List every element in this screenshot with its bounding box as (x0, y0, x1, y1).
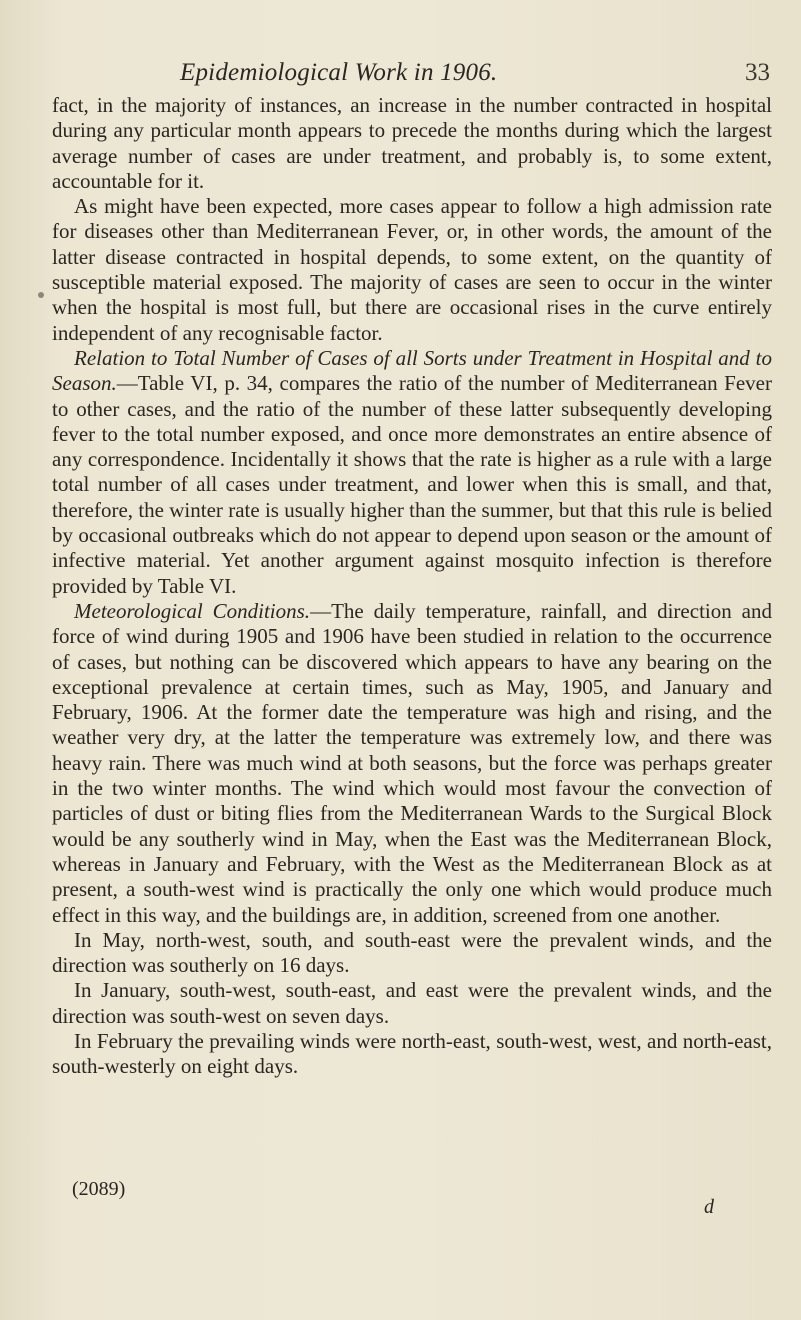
paragraph-may-winds: In May, north-west, south, and south-east were the prevalent winds, and the direction was southerly on 16 days. (52, 927, 772, 978)
print-code: (2089) (72, 1178, 126, 1200)
section-heading-relation: Relation to Total Number of Cases of all Sorts under Treatment in Hospital and to Season. (52, 345, 772, 396)
paragraph-february-winds: In February the prevailing winds were north-east, south-west, west, and north-east, south-westerly on eight days. (52, 1028, 772, 1079)
body-text (52, 93, 772, 1080)
signature-mark: d (704, 1196, 714, 1218)
paragraph-4: Meteorological Conditions.—The daily temperature, rainfall, and direction and force of wind during 1905 and 1906 have been studied in relation to the occurrence of cases, but nothing can be discovered which appears to have any bearing on the exceptional prevalence at certain times, such as May, 1905, and January and February, 1906. At the former date the temperature was high and rising, and the weather very dry, at the latter the temperature was extremely low, and there was heavy rain. There was much wind at both seasons, but the force was perhaps greater in the two winter months. The wind which would most favour the convection of particles of dust or biting flies from the Mediterranean Wards to the Surgical Block would be any southerly wind in May, when the East was the Mediterranean Block, whereas in January and February, with the West as the Mediterranean Block as at present, a south-west wind is practically the only one which would produce much effect in this way, and the buildings are, in addition, screened from one another. (52, 598, 772, 927)
paragraph-1: fact, in the majority of instances, an increase in the number contracted in hospital during any particular month appears to precede the months during which the largest average number of cases are under treatment, and probably is, to some extent, accountable for it. (52, 93, 772, 193)
paragraph-january-winds: In January, south-west, south-east, and east were the prevalent winds, and the direction was south-west on seven days. (52, 978, 772, 1028)
section-heading-meteorological: Meteorological Conditions. (74, 598, 311, 623)
paragraph-2: As might have been expected, more cases appear to follow a high admission rate for diseases other than Mediterranean Fever, or, in other words, the amount of the latter disease contracted in hospital depends, to some extent, on the quantity of susceptible material exposed. The majority of cases are seen to occur in the winter when the hospital is most full, but there are occasional rises in the curve entirely independent of any recognisable factor. (52, 194, 772, 345)
paragraph-3: Relation to Total Number of Cases of all Sorts under Treatment in Hospital and to Season.—Table VI, p. 34, compares the ratio of the number of Mediterranean Fever to other cases, and the ratio of the number of these latter subsequently developing fever to the total number exposed, and once more demonstrates an entire absence of any correspondence. Incidentally it shows that the rate is higher as a rule with a large total number of all cases under treatment, and lower when this is small, and that, therefore, the winter rate is usually higher than the summer, but that this rule is belied by occasional outbreaks which do not appear to depend upon season or the amount of infective material. Yet another argument against mosquito infection is therefore provided by Table VI. (52, 345, 772, 598)
page-number: 33 (745, 59, 770, 86)
ink-speck (38, 292, 44, 298)
running-title: Epidemiological Work in 1906. (180, 59, 498, 86)
